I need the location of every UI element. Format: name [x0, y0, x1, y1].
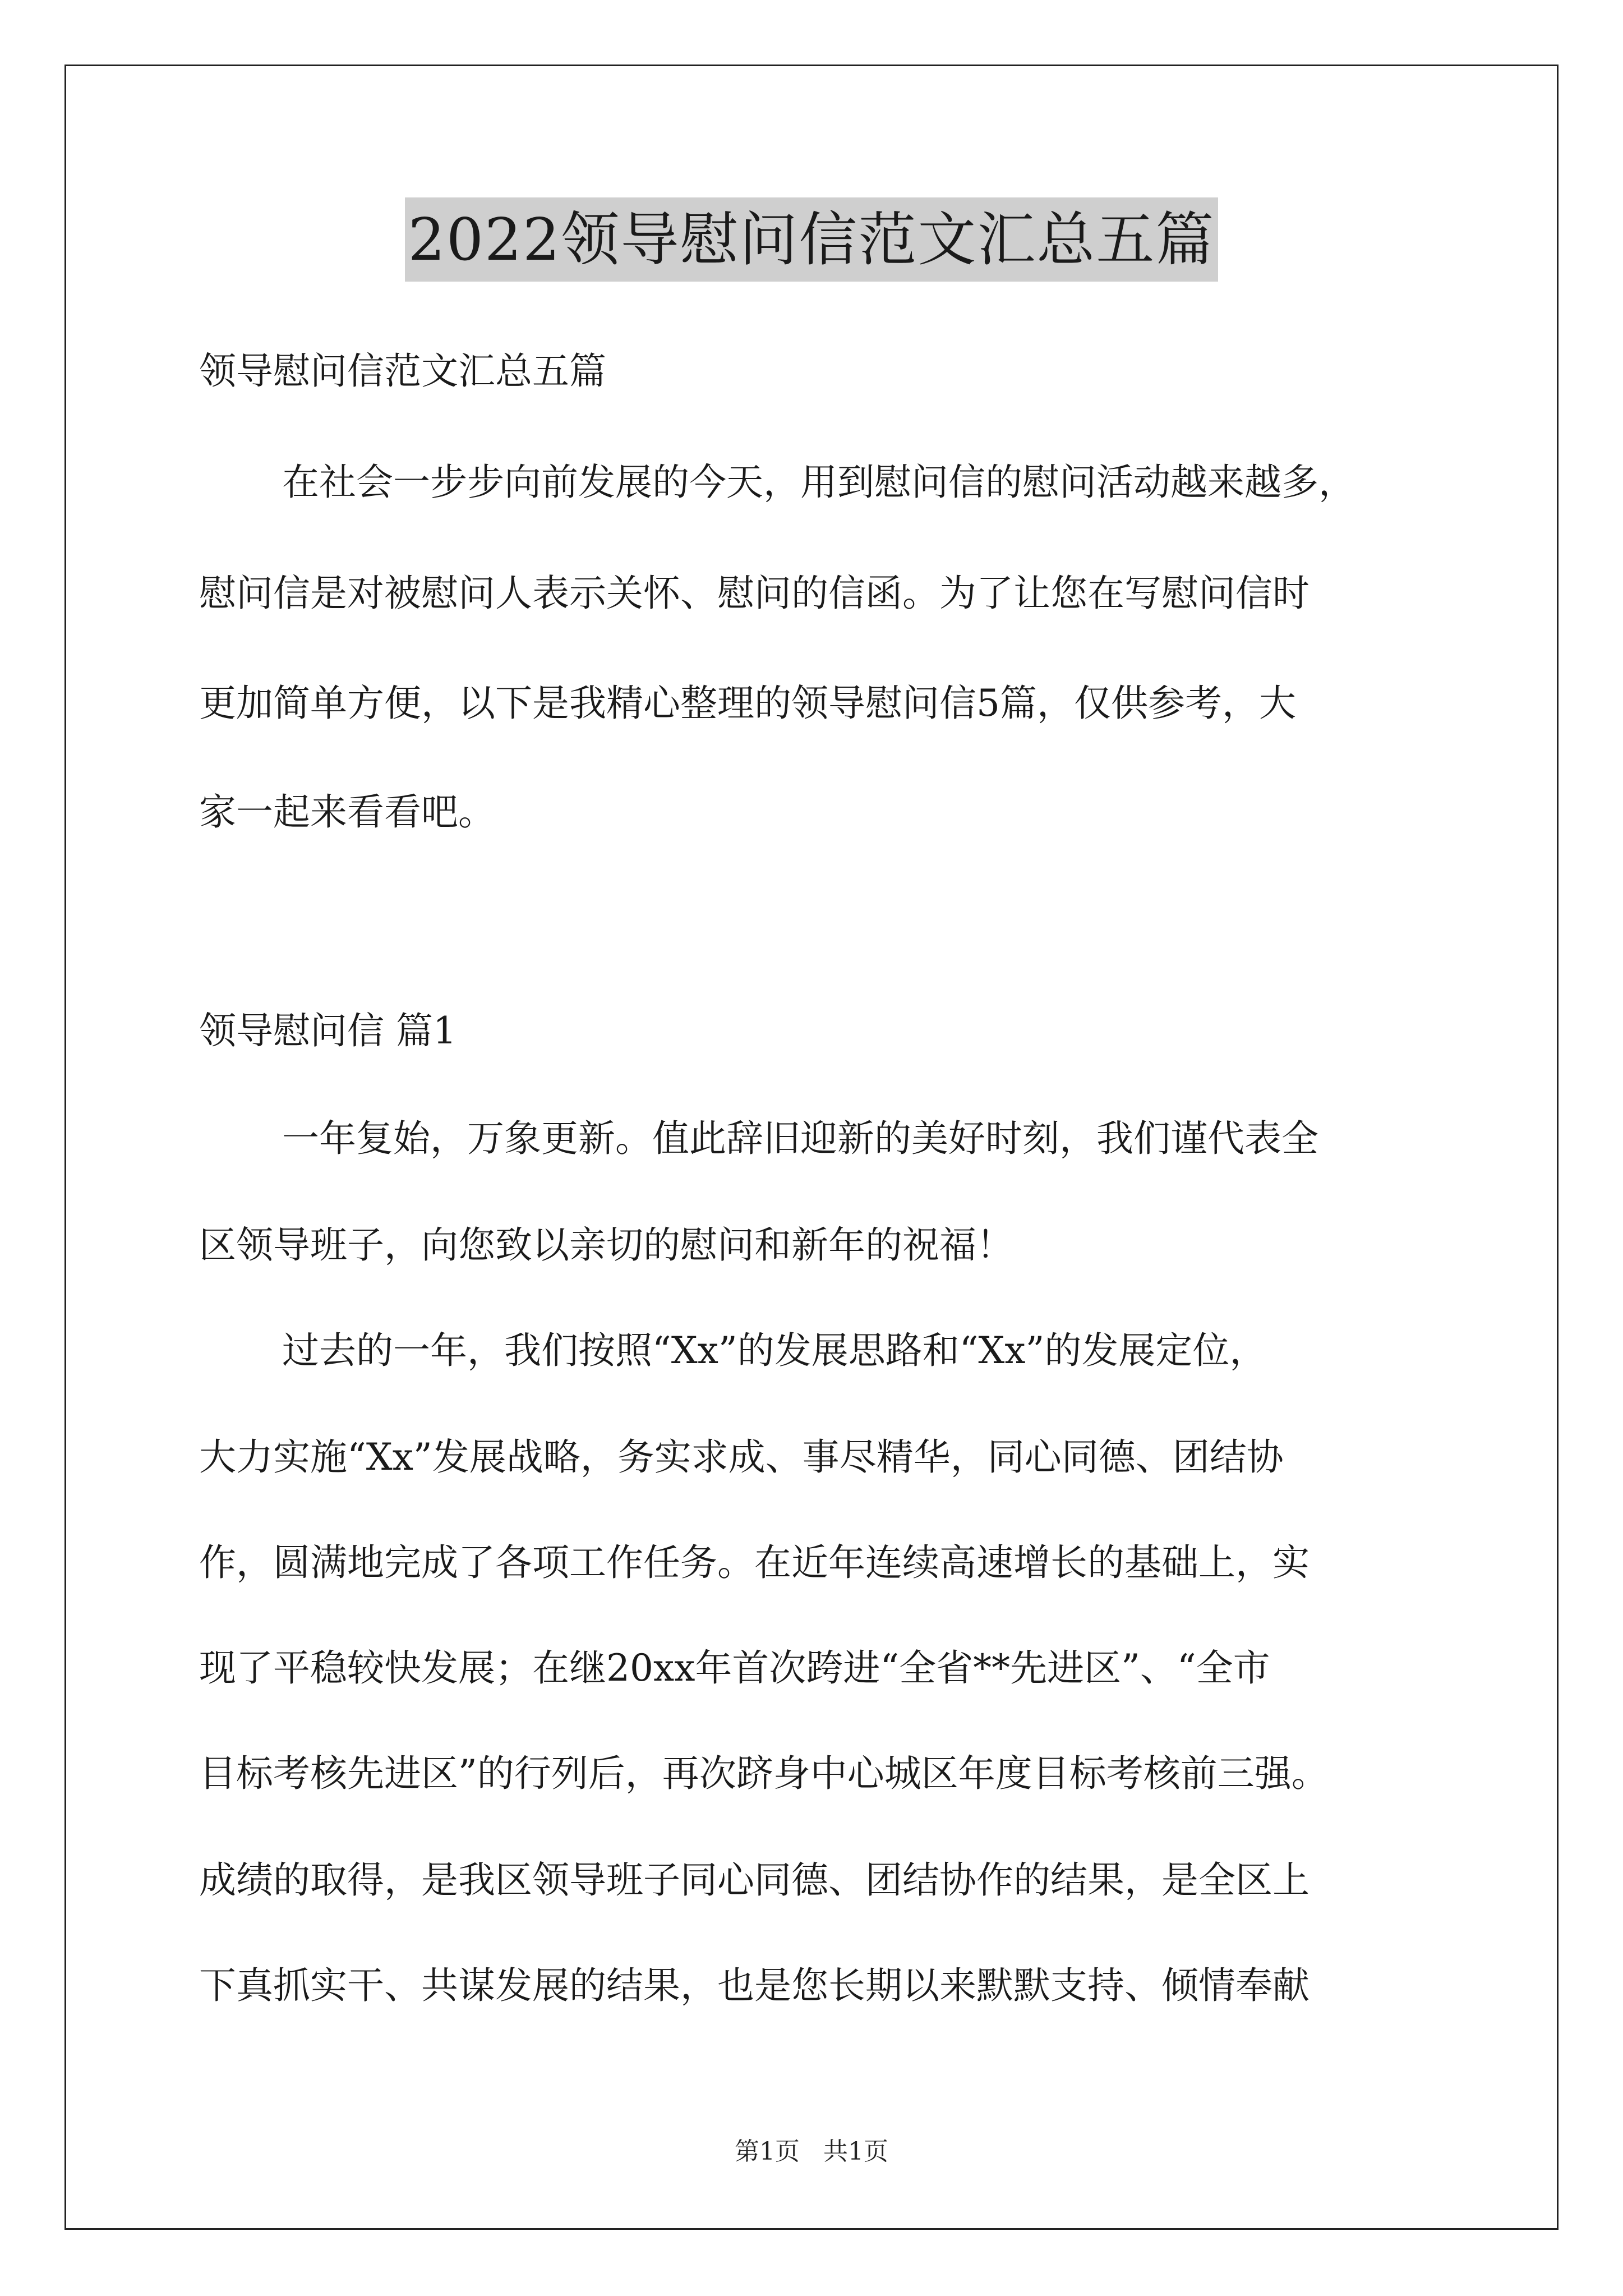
- paragraph-line: 过去的一年，我们按照“Xx”的发展思路和“Xx”的发展定位，: [282, 1329, 1267, 1372]
- title-container: [0, 197, 1623, 282]
- subtitle: 领导慰问信范文汇总五篇: [199, 349, 606, 393]
- paragraph-line: 区领导班子，向您致以亲切的慰问和新年的祝福！: [199, 1223, 1013, 1267]
- paragraph-line: 一年复始，万象更新。值此辞旧迎新的美好时刻，我们谨代表全: [282, 1117, 1318, 1160]
- document-title: 2022领导慰问信范文汇总五篇: [405, 197, 1219, 282]
- intro-line: 家一起来看看吧。: [199, 790, 495, 834]
- paragraph-line: 成绩的取得，是我区领导班子同心同德、团结协作的结果，是全区上: [199, 1858, 1310, 1902]
- section-heading: 领导慰问信 篇1: [199, 1009, 457, 1052]
- page-footer: [0, 2136, 1623, 2168]
- paragraph-line: 下真抓实干、共谋发展的结果，也是您长期以来默默支持、倾情奉献: [199, 1964, 1310, 2007]
- intro-line: 慰问信是对被慰问人表示关怀、慰问的信函。为了让您在写慰问信时: [199, 572, 1310, 615]
- intro-line: 更加简单方便，以下是我精心整理的领导慰问信5篇，仅供参考，大: [199, 682, 1296, 725]
- page-number: 第1页: [735, 2137, 800, 2166]
- intro-line: 在社会一步步向前发展的今天，用到慰问信的慰问活动越来越多，: [282, 461, 1355, 504]
- paragraph-line: 目标考核先进区”的行列后，再次跻身中心城区年度目标考核前三强。: [199, 1752, 1329, 1795]
- paragraph-line: 大力实施“Xx”发展战略，务实求成、事尽精华，同心同德、团结协: [199, 1435, 1284, 1479]
- page-total: 共1页: [823, 2137, 888, 2166]
- paragraph-line: 作，圆满地完成了各项工作任务。在近年连续高速增长的基础上，实: [199, 1541, 1310, 1584]
- paragraph-line: 现了平稳较快发展；在继20xx年首次跨进“全省**先进区”、“全市: [199, 1646, 1270, 1690]
